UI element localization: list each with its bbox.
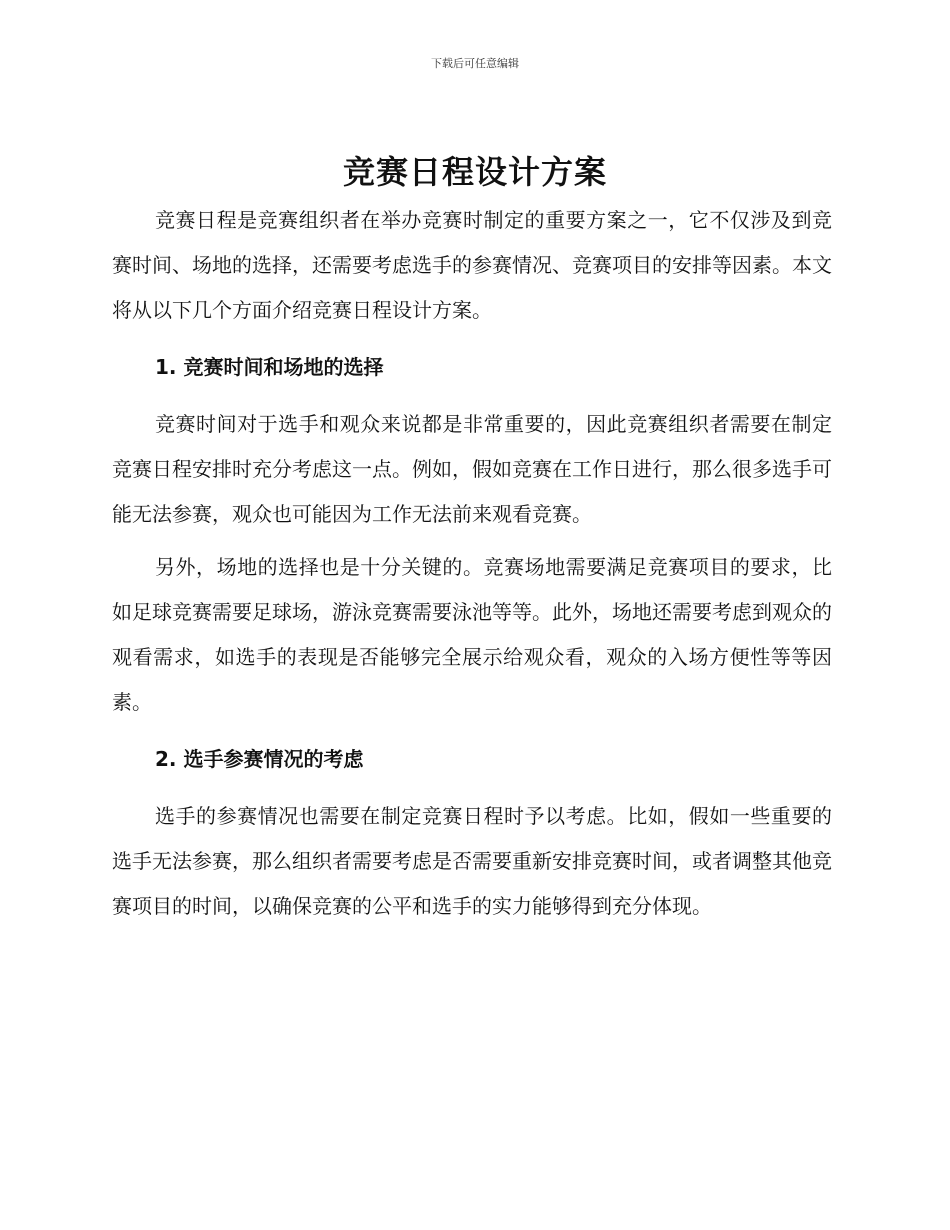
section-heading-2: 2. 选手参赛情况的考虑 (155, 747, 364, 771)
document-title: 竞赛日程设计方案 (342, 153, 607, 191)
section-1-paragraph-1: 竞赛时间对于选手和观众来说都是非常重要的，因此竞赛组织者需要在制定竞赛日程安排时充分考虑这一点。例如，假如竞赛在工作日进行，那么很多选手可能无法参赛，观众也可能因为工作无法前来观看竞赛。 (112, 412, 832, 526)
document-body (112, 198, 832, 937)
header-note: 下载后可任意编辑 (431, 57, 519, 70)
section-heading-1: 1. 竞赛时间和场地的选择 (155, 355, 384, 379)
section-2-paragraph-1: 选手的参赛情况也需要在制定竞赛日程时予以考虑。比如，假如一些重要的选手无法参赛，那么组织者需要考虑是否需要重新安排竞赛时间，或者调整其他竞赛项目的时间，以确保竞赛的公平和选手的实力能够得到充分体现。 (112, 804, 832, 918)
intro-paragraph: 竞赛日程是竞赛组织者在举办竞赛时制定的重要方案之一，它不仅涉及到竞赛时间、场地的选择，还需要考虑选手的参赛情况、竞赛项目的安排等因素。本文将从以下几个方面介绍竞赛日程设计方案。 (112, 208, 832, 322)
section-1-paragraph-2: 另外，场地的选择也是十分关键的。竞赛场地需要满足竞赛项目的要求，比如足球竞赛需要足球场，游泳竞赛需要泳池等等。此外，场地还需要考虑到观众的观看需求，如选手的表现是否能够完全展示给观众看，观众的入场方便性等等因素。 (112, 555, 832, 714)
